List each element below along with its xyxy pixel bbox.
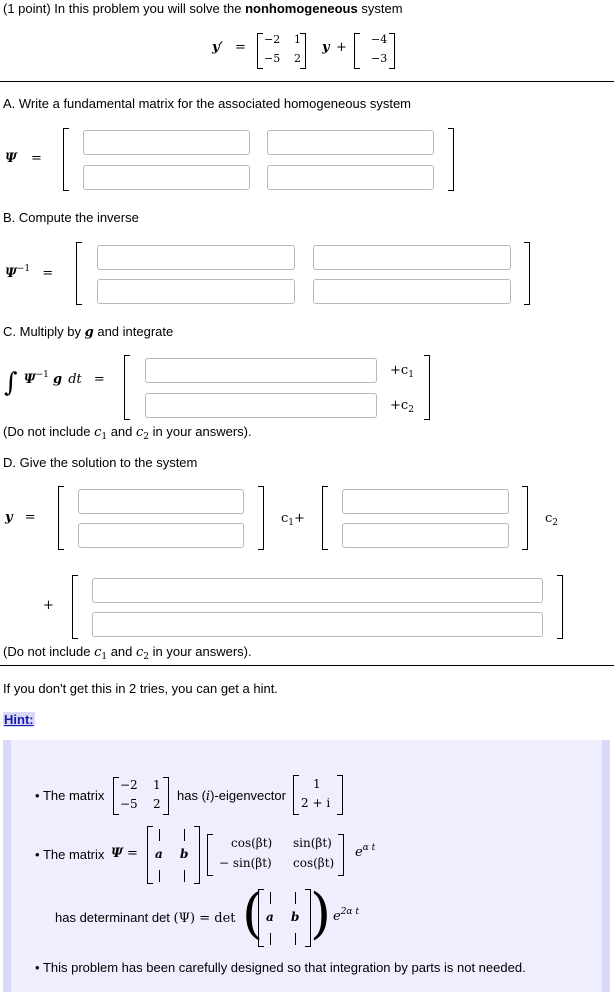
A-entry-21: −5 <box>264 52 281 65</box>
det-a: has determinant det <box>55 910 170 925</box>
g-entry-1: −4 <box>371 33 388 46</box>
system-plus: + <box>336 40 347 55</box>
det-vec-matrix <box>258 889 313 949</box>
psi-inv-21-input[interactable] <box>97 279 295 304</box>
divider-bottom <box>0 665 614 666</box>
c2-text: +c <box>390 398 409 413</box>
intro-bold: nonhomogeneous <box>245 1 358 16</box>
hr-br <box>338 834 344 876</box>
b2-a: The matrix <box>42 847 105 862</box>
y2-11-input[interactable] <box>342 489 509 514</box>
system-eq: = <box>235 40 246 55</box>
c1-sub: 1 <box>408 370 414 380</box>
exp-e: e <box>355 845 363 860</box>
hint-matrix-A <box>113 777 173 817</box>
partD2-bracket-right <box>522 486 528 550</box>
partD-plus: + <box>43 598 54 613</box>
A-entry-12: 1 <box>294 33 301 46</box>
b2-psi: Ψ <box>111 846 123 861</box>
partD3-bracket-right <box>557 575 563 639</box>
hv-br <box>337 775 343 815</box>
partB-bracket-left <box>76 242 82 305</box>
integral-1-input[interactable] <box>145 358 377 383</box>
bullet3-text: • This problem has been carefully designed so that integration by parts is not needed. <box>35 960 526 975</box>
exp-at: α t <box>362 843 376 853</box>
psi-inv-22-input[interactable] <box>313 279 511 304</box>
hA-21: −5 <box>120 797 138 811</box>
partB-bracket-right <box>524 242 530 305</box>
hvm-bl <box>147 826 153 884</box>
partC-psi: Ψ <box>23 372 36 387</box>
hint-rotation-matrix <box>207 834 347 878</box>
psi-12-input[interactable] <box>267 130 434 155</box>
partC-g: g <box>52 372 63 387</box>
hvm-line-a1 <box>159 829 160 841</box>
det-eq: = det <box>199 911 236 926</box>
A-entry-22: 2 <box>294 52 301 65</box>
det-paren-left: ( <box>242 882 264 945</box>
bullet1-text-a: • The matrix <box>35 788 105 803</box>
hint-link[interactable] <box>3 712 35 727</box>
hvm-br <box>194 826 200 884</box>
y1-11-input[interactable] <box>78 489 244 514</box>
system-y: y <box>322 40 330 55</box>
yp-1-input[interactable] <box>92 578 543 603</box>
partB-lhs <box>5 264 53 281</box>
det-e: e <box>333 909 341 924</box>
psi-inv-sup: −1 <box>16 264 31 274</box>
partD-y: y <box>5 510 13 525</box>
hv-1: 1 <box>313 777 321 791</box>
intro-prefix: (1 point) In this problem you will solve the <box>3 1 246 16</box>
partC-label-prefix: C. Multiply by <box>3 324 85 339</box>
psi-symbol: Ψ <box>5 151 17 166</box>
hv-2: 2 + i <box>301 796 331 810</box>
partD1-bracket-left <box>58 486 64 550</box>
d-c1-sub: 1 <box>288 518 295 528</box>
partD-c2 <box>545 511 558 528</box>
psi-inv-11-input[interactable] <box>97 245 295 270</box>
yp-2-input[interactable] <box>92 612 543 637</box>
hA-12: 1 <box>153 778 161 792</box>
det-text <box>55 910 235 926</box>
note-b: in your answers). <box>149 424 252 439</box>
y2-21-input[interactable] <box>342 523 509 548</box>
A-entry-11: −2 <box>264 33 281 46</box>
divider-top <box>0 81 614 82</box>
A-bracket-left <box>257 33 263 69</box>
c2-sub: 2 <box>408 405 414 415</box>
dvm-line-a1 <box>270 892 271 904</box>
g-entry-2: −3 <box>371 52 388 65</box>
d-c2-sub: 2 <box>552 518 559 528</box>
system-lhs: y′ <box>212 40 223 55</box>
b1-b: has ( <box>177 788 206 803</box>
hA-bl <box>113 777 119 815</box>
hvm-line-a2 <box>159 870 160 882</box>
hvm-a: a <box>155 847 163 861</box>
partC-bracket-left <box>124 355 130 420</box>
y1-21-input[interactable] <box>78 523 244 548</box>
note-c1: c <box>94 425 102 440</box>
partD-eq: = <box>24 510 36 525</box>
psi-21-input[interactable] <box>83 165 250 190</box>
psi-inv-symbol: Ψ <box>5 266 17 281</box>
b1-a: The matrix <box>42 788 105 803</box>
det-psi: (Ψ) <box>173 911 196 926</box>
hint-vec-matrix <box>147 826 202 886</box>
partC-note <box>3 424 252 442</box>
partD2-bracket-left <box>322 486 328 550</box>
hA-22: 2 <box>153 797 161 811</box>
partC-bracket-right <box>424 355 430 420</box>
bullet1-text-b <box>177 788 286 804</box>
partC-eq: = <box>93 372 105 387</box>
note-2: 2 <box>143 432 150 442</box>
dvm-line-b2 <box>295 933 296 945</box>
hA-11: −2 <box>120 778 138 792</box>
hint-link-text[interactable]: Hint: <box>4 712 34 727</box>
hvm-b: b <box>180 847 189 861</box>
d-note-2: 2 <box>143 652 150 662</box>
note-1: 1 <box>101 432 108 442</box>
partD-label: D. Give the solution to the system <box>3 455 198 470</box>
partC-label <box>3 324 173 340</box>
psi-22-input[interactable] <box>267 165 434 190</box>
dvm-a: a <box>266 910 274 924</box>
partA-lhs <box>5 151 42 166</box>
d-note-a: (Do not include <box>3 644 95 659</box>
hint-exp <box>355 843 375 860</box>
hv-bl <box>293 775 299 815</box>
hvm-line-b2 <box>184 870 185 882</box>
hr-22: cos(βt) <box>293 856 335 870</box>
hint-eigenvector <box>293 775 353 817</box>
partC-c2 <box>390 398 414 415</box>
partC-sup: −1 <box>35 370 49 380</box>
integral-sign: ∫ <box>4 368 18 398</box>
det-paren-right: ) <box>310 882 332 945</box>
dvm-bl <box>258 889 264 947</box>
partA-bracket-left <box>63 128 69 191</box>
d-c2: c <box>545 511 553 526</box>
A-bracket-right <box>300 33 306 69</box>
b1-c: )-eigenvector <box>210 788 286 803</box>
b3: This problem has been carefully designed so that integration by parts is not needed. <box>42 960 526 975</box>
g-bracket-right <box>389 33 395 69</box>
hA-br <box>163 777 169 815</box>
note-a: (Do not include <box>3 424 95 439</box>
partC-lhs <box>4 368 105 398</box>
partD1-bracket-right <box>258 486 264 550</box>
psi-inv-12-input[interactable] <box>313 245 511 270</box>
det-exp-val: 2α t <box>340 907 359 917</box>
partB-eq: = <box>42 266 54 281</box>
c1-text: +c <box>390 363 409 378</box>
d-c1: c <box>281 511 289 526</box>
bullet2-text: • The matrix <box>35 847 105 862</box>
integral-2-input[interactable] <box>145 393 377 418</box>
partB-label: B. Compute the inverse <box>3 210 139 225</box>
dvm-line-a2 <box>270 933 271 945</box>
partD-note <box>3 644 252 662</box>
hr-bl <box>207 834 213 876</box>
partD-c1 <box>281 511 305 528</box>
partA-eq: = <box>31 151 42 166</box>
d-note-b: in your answers). <box>149 644 252 659</box>
d-note-c1: c <box>94 645 102 660</box>
dvm-line-b1 <box>295 892 296 904</box>
d-note-and: and <box>107 644 136 659</box>
partC-label-suffix: and integrate <box>93 324 174 339</box>
hr-11: cos(βt) <box>231 836 273 850</box>
bullet2-psi <box>111 846 138 861</box>
d-c1-plus: + <box>294 511 305 526</box>
d-note-1: 1 <box>101 652 108 662</box>
hvm-line-b1 <box>184 829 185 841</box>
det-exp <box>333 907 359 924</box>
b2-eq: = <box>127 846 138 861</box>
partC-label-g: g <box>84 325 94 340</box>
note-c2: c <box>136 425 144 440</box>
partD-lhs <box>5 510 36 525</box>
hr-21: − sin(βt) <box>219 856 272 870</box>
g-bracket-left <box>354 33 360 69</box>
d-note-c2: c <box>136 645 144 660</box>
note-and: and <box>107 424 136 439</box>
partC-c1 <box>390 363 414 380</box>
partD3-bracket-left <box>72 575 78 639</box>
hint-tries: If you don't get this in 2 tries, you can get a hint. <box>3 681 278 696</box>
hr-12: sin(βt) <box>293 836 332 850</box>
partA-bracket-right <box>448 128 454 191</box>
b1-i: i <box>205 789 211 804</box>
partC-dt: dt <box>68 372 82 387</box>
partA-label: A. Write a fundamental matrix for the associated homogeneous system <box>3 96 412 111</box>
psi-11-input[interactable] <box>83 130 250 155</box>
intro-suffix: system <box>357 1 403 16</box>
problem-intro <box>3 1 403 16</box>
system-equation <box>212 30 412 72</box>
dvm-b: b <box>291 910 300 924</box>
